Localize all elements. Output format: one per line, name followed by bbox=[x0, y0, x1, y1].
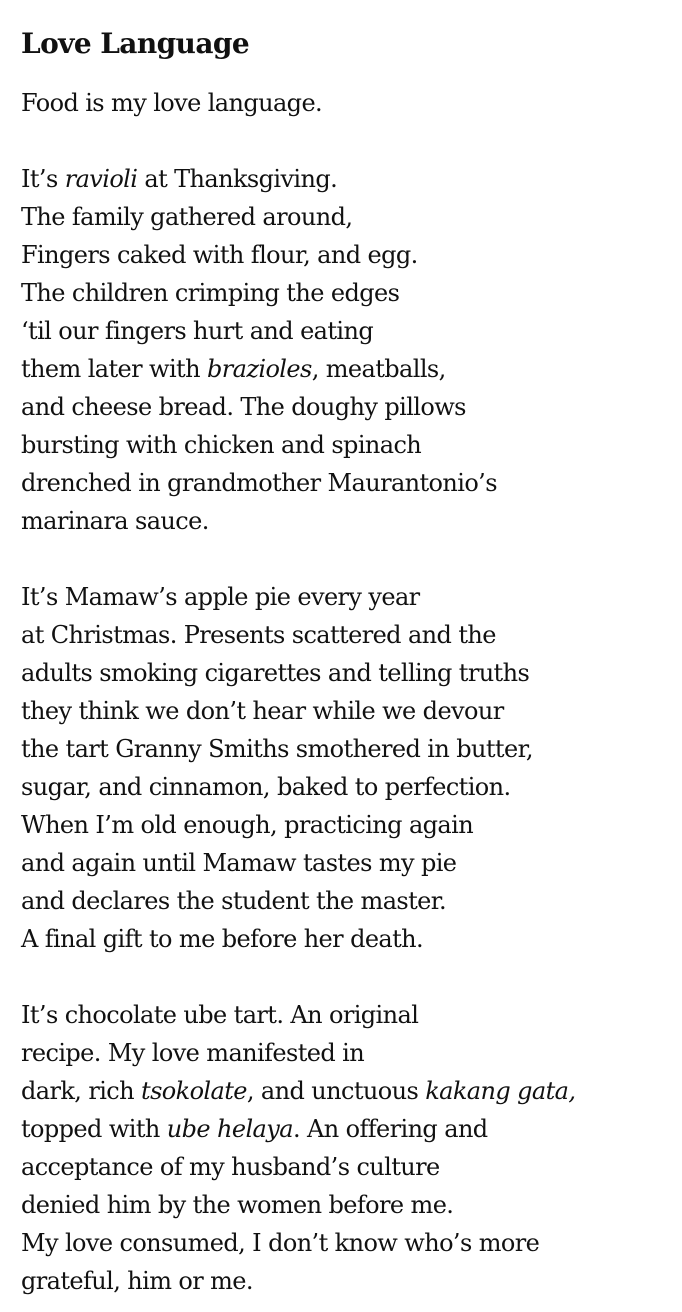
poem-line: adults smoking cigarettes and telling truths bbox=[21, 659, 530, 687]
poem-body bbox=[21, 84, 671, 1300]
line-text: them later with bbox=[21, 355, 207, 383]
poem-line: It’s Mamaw’s apple pie every year bbox=[21, 583, 420, 611]
line-text: , meatballs, bbox=[311, 355, 446, 383]
poem-line bbox=[21, 160, 671, 198]
poem-line: ‘til our fingers hurt and eating bbox=[21, 317, 374, 345]
line-text: dark, rich bbox=[21, 1077, 142, 1105]
italic-word: ravioli bbox=[64, 165, 138, 193]
line-text: It’s bbox=[21, 165, 65, 193]
poem-line: acceptance of my husband’s culture bbox=[21, 1153, 440, 1181]
poem-line: and again until Mamaw tastes my pie bbox=[21, 849, 457, 877]
poem-line: at Christmas. Presents scattered and the bbox=[21, 621, 496, 649]
stanza-break bbox=[21, 122, 671, 160]
poem-line bbox=[21, 1072, 671, 1110]
poem-line: drenched in grandmother Maurantonio’s bbox=[21, 469, 497, 497]
poem-line: bursting with chicken and spinach bbox=[21, 431, 422, 459]
poem-line bbox=[21, 1110, 671, 1148]
poem-line: Fingers caked with flour, and egg. bbox=[21, 241, 418, 269]
poem-line: and declares the student the master. bbox=[21, 887, 447, 915]
line-text: topped with bbox=[21, 1115, 167, 1143]
poem-title: Love Language bbox=[21, 27, 250, 60]
line-text: at Thanksgiving. bbox=[137, 165, 338, 193]
poem-line bbox=[21, 350, 671, 388]
poem-line: It’s chocolate ube tart. An original bbox=[21, 1001, 419, 1029]
poem-page bbox=[21, 20, 671, 1300]
poem-line: A final gift to me before her death. bbox=[21, 925, 424, 953]
poem-line: My love consumed, I don’t know who’s more bbox=[21, 1229, 540, 1257]
poem-line: The family gathered around, bbox=[21, 203, 353, 231]
stanza-break bbox=[21, 958, 671, 996]
poem-line: denied him by the women before me. bbox=[21, 1191, 454, 1219]
line-text: , and unctuous bbox=[246, 1077, 426, 1105]
line-text: . An offering and bbox=[292, 1115, 488, 1143]
italic-word: kakang gata, bbox=[425, 1077, 576, 1105]
poem-line: the tart Granny Smiths smothered in butter, bbox=[21, 735, 533, 763]
stanza-break bbox=[21, 540, 671, 578]
italic-word: brazioles bbox=[206, 355, 312, 383]
poem-line: marinara sauce. bbox=[21, 507, 209, 535]
poem-line: Food is my love language. bbox=[21, 89, 323, 117]
poem-line: The children crimping the edges bbox=[21, 279, 400, 307]
poem-line: they think we don’t hear while we devour bbox=[21, 697, 504, 725]
italic-word: ube helaya bbox=[166, 1115, 293, 1143]
poem-line: When I’m old enough, practicing again bbox=[21, 811, 474, 839]
poem-line: sugar, and cinnamon, baked to perfection. bbox=[21, 773, 511, 801]
poem-line: and cheese bread. The doughy pillows bbox=[21, 393, 466, 421]
poem-line: grateful, him or me. bbox=[21, 1267, 253, 1295]
poem-line: recipe. My love manifested in bbox=[21, 1039, 365, 1067]
italic-word: tsokolate bbox=[141, 1077, 247, 1105]
